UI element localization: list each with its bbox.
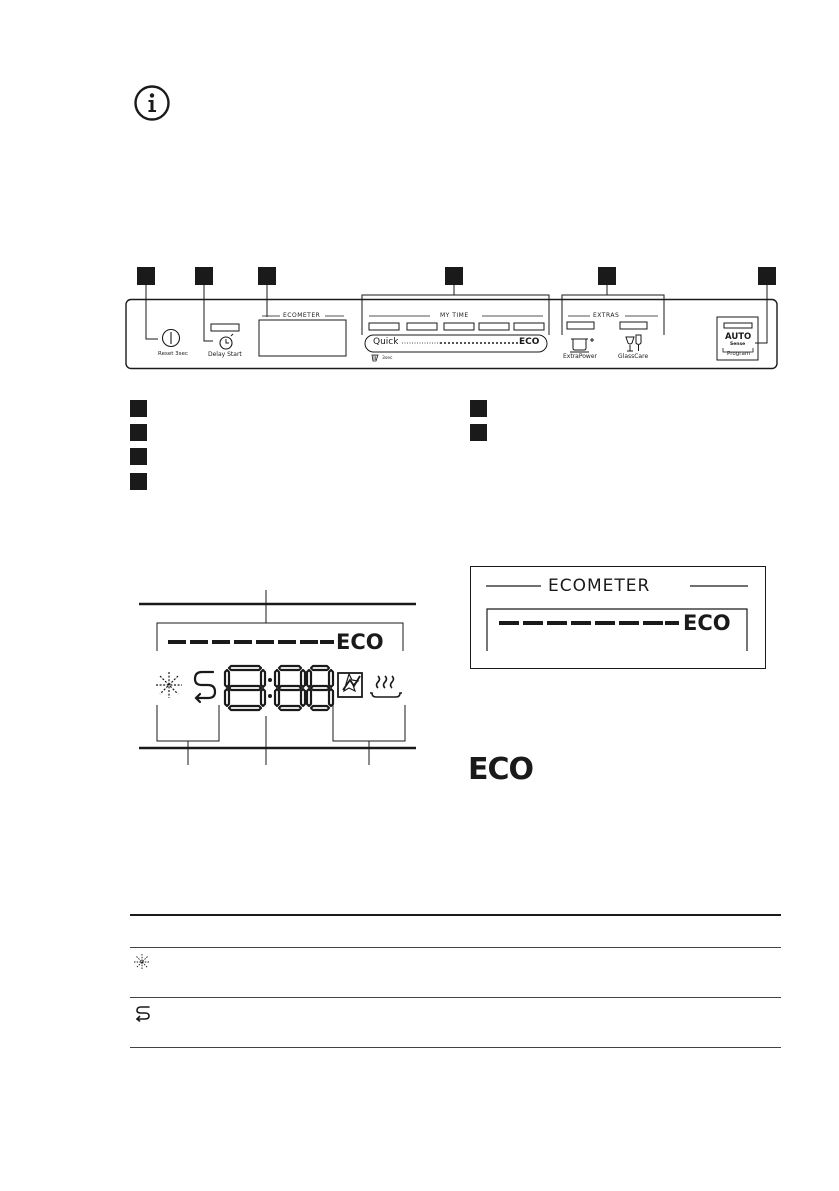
- auto-label[interactable]: AUTO: [725, 332, 752, 342]
- extras-caption: EXTRAS: [593, 312, 620, 319]
- delay-start-label[interactable]: Delay Start: [208, 351, 242, 358]
- ecometer-box-eco: ECO: [683, 611, 731, 635]
- mytime-caption: MY TIME: [440, 312, 469, 319]
- ecometer-caption: ECOMETER: [283, 312, 321, 319]
- table-bottom-rule: [130, 1047, 781, 1048]
- table-rinse-aid-icon: [133, 953, 151, 971]
- reset-button-label[interactable]: Reset 3sec: [158, 351, 188, 357]
- program-label[interactable]: Program: [727, 351, 751, 357]
- quick-label[interactable]: Quick: [373, 337, 399, 347]
- table-header-rule: [130, 947, 781, 948]
- extrapower-label[interactable]: ExtraPower: [563, 353, 597, 360]
- glasscare-label[interactable]: GlassCare: [618, 353, 649, 360]
- ecometer-box-title: ECOMETER: [548, 576, 651, 596]
- sense-label: Sense: [730, 342, 746, 347]
- eco-logo: ECO: [468, 752, 534, 787]
- three-sec-label: 3sec: [382, 356, 393, 361]
- table-top-rule: [130, 914, 781, 916]
- table-regeneration-icon: [134, 1004, 152, 1022]
- table-row-rule: [130, 997, 781, 998]
- mytime-eco-label[interactable]: ECO: [519, 337, 540, 347]
- display-eco-label: ECO: [336, 630, 384, 654]
